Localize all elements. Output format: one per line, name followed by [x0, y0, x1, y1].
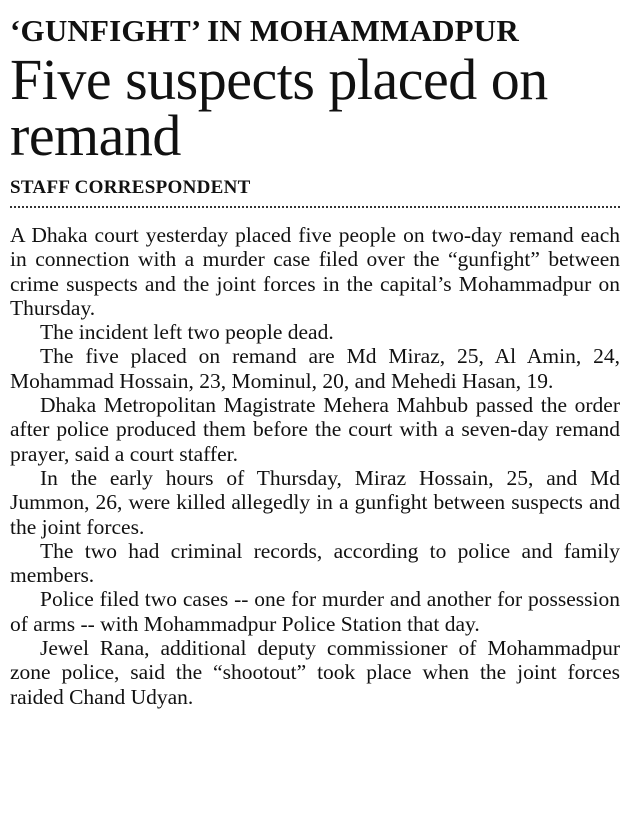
article-paragraph: Police filed two cases -- one for murder and another for possession of arms -- with Mohammadpur Police Station that day.: [10, 587, 620, 636]
article-paragraph: A Dhaka court yesterday placed five people on two-day remand each in connection with a murder case filed over the “gunfight” between crime suspects and the joint forces in the capital’s Mohammadpur on Thursday.: [10, 223, 620, 320]
article-paragraph: Dhaka Metropolitan Magistrate Mehera Mahbub passed the order after police produced them before the court with a seven-day remand prayer, said a court staffer.: [10, 393, 620, 466]
dotted-divider: [10, 206, 620, 208]
article-paragraph: Jewel Rana, additional deputy commissioner of Mohammadpur zone police, said the “shootout” took place when the joint forces raided Chand Udyan.: [10, 636, 620, 709]
article-body: [10, 223, 620, 709]
article-kicker: ‘GUNFIGHT’ IN MOHAMMADPUR: [10, 13, 519, 48]
news-article: [10, 0, 620, 709]
article-paragraph: The two had criminal records, according to police and family members.: [10, 538, 620, 588]
article-paragraph: In the early hours of Thursday, Miraz Hossain, 25, and Md Jummon, 26, were killed allegedly in a gunfight between suspects and the joint forces.: [10, 465, 620, 539]
article-headline: Five suspects placed on remand: [10, 47, 548, 168]
article-paragraph: The incident left two people dead.: [40, 320, 334, 345]
article-byline: STAFF CORRESPONDENT: [10, 177, 251, 198]
article-paragraph: The five placed on remand are Md Miraz, 25, Al Amin, 24, Mohammad Hossain, 23, Mominul, 20, and Mehedi Hasan, 19.: [10, 344, 620, 393]
